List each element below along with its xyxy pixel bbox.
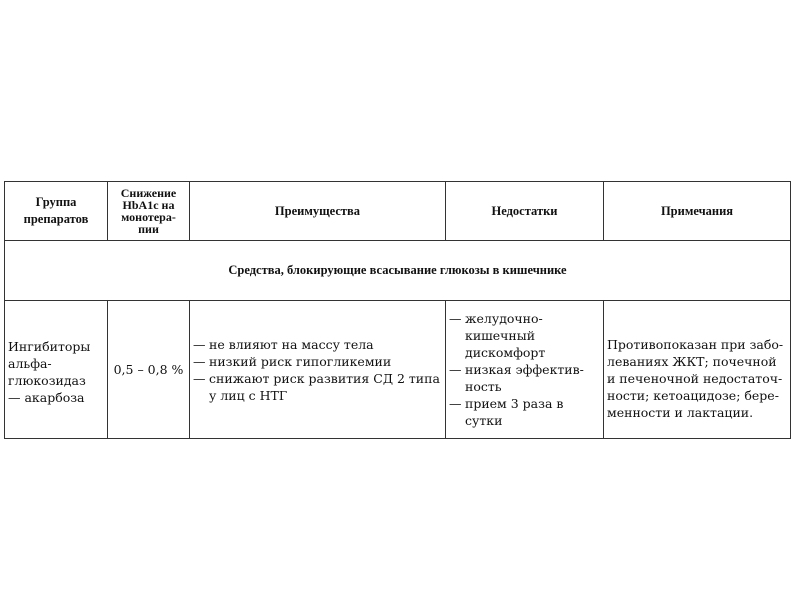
- disadvantages-list: [449, 310, 600, 429]
- header-advantages: Преимущества: [190, 182, 446, 241]
- dash-marker: —: [449, 361, 462, 377]
- group-line4: — акарбоза: [8, 389, 85, 405]
- dash-marker: —: [193, 353, 206, 369]
- cell-disadvantages: [446, 301, 604, 439]
- cell-hba1c: 0,5 – 0,8 %: [108, 301, 190, 439]
- header-disadvantages: Недостатки: [446, 182, 604, 241]
- dash-marker: —: [449, 310, 462, 326]
- dash-marker: —: [193, 370, 206, 386]
- header-hba1c-line3: монотера-: [121, 210, 176, 224]
- cell-advantages: [190, 301, 446, 439]
- advantages-list: [193, 336, 442, 404]
- cell-group: [5, 301, 108, 439]
- group-line2: альфа-: [8, 355, 52, 371]
- table-row: [5, 301, 791, 439]
- dash-marker: —: [193, 336, 206, 352]
- group-line3: глюкозидаз: [8, 372, 86, 388]
- list-item: — не влияют на массу тела: [193, 336, 374, 352]
- group-line1: Ингибиторы: [8, 338, 91, 354]
- header-hba1c-line1: Снижение: [120, 186, 177, 200]
- cell-notes: Противопоказан при забо-леваниях ЖКТ; почечной и печеночной недостаточ-ности; кетоацидозе; бере-менности и лактации.: [604, 301, 791, 439]
- header-hba1c-line4: пии: [138, 222, 159, 236]
- list-item: — снижают риск развития СД 2 типа у лиц с НТГ: [193, 370, 440, 403]
- drug-table: [4, 181, 791, 439]
- list-item: — низкий риск гипогликемии: [193, 353, 392, 369]
- header-hba1c-line2: HbA1c на: [122, 198, 175, 212]
- section-title: Средства, блокирующие всасывание глюкозы в кишечнике: [5, 241, 791, 301]
- list-item: — прием 3 раза в сутки: [449, 395, 564, 428]
- header-hba1c: [108, 182, 190, 241]
- header-notes: Примечания: [604, 182, 791, 241]
- dash-marker: —: [449, 395, 462, 411]
- section-row: [5, 241, 791, 301]
- list-item: — низкая эффектив-ность: [449, 361, 584, 394]
- header-row: [5, 182, 791, 241]
- list-item: — желудочно-кишечный дискомфорт: [449, 310, 546, 360]
- header-group: Группа препаратов: [5, 182, 108, 241]
